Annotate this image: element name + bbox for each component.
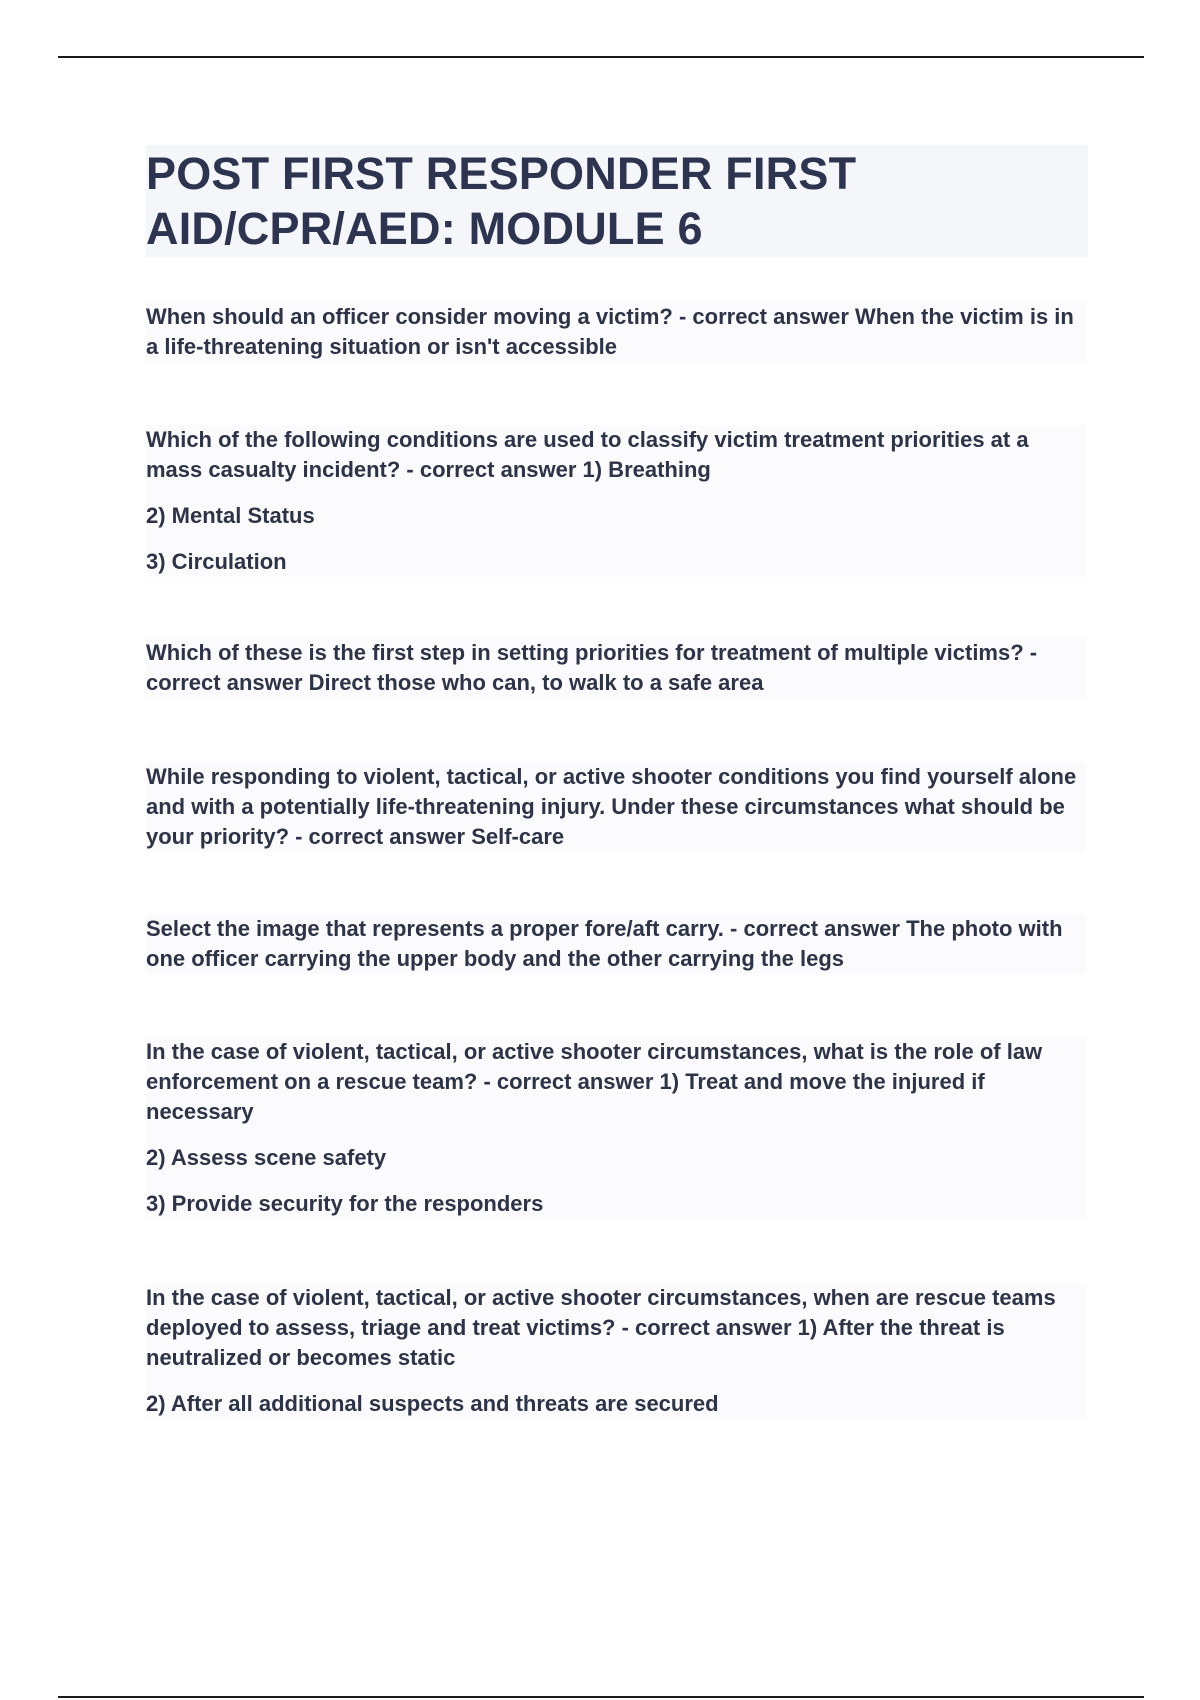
qa-answer-item: 3) Circulation <box>146 549 287 574</box>
bottom-rule <box>58 1696 1144 1698</box>
qa-item-4 <box>146 762 1086 852</box>
top-rule <box>58 56 1144 58</box>
qa-answer-item: 3) Provide security for the responders <box>146 1191 544 1216</box>
qa-answer-item: 2) Mental Status <box>146 503 315 528</box>
qa-text: In the case of violent, tactical, or active shooter circumstances, what is the role of law enforcement on a rescue team? - correct answer 1) Treat and move the injured if necessary <box>146 1039 1043 1124</box>
qa-text: Which of the following conditions are used to classify victim treatment priorities at a mass casualty incident? - correct answer 1) Breathing <box>146 427 1029 482</box>
qa-item-3 <box>146 638 1086 698</box>
qa-item-2 <box>146 425 1086 577</box>
qa-text: In the case of violent, tactical, or active shooter circumstances, when are rescue teams deployed to assess, triage and treat victims? - correct answer 1) After the threat is neutralized or becomes static <box>146 1285 1056 1370</box>
qa-item-7 <box>146 1283 1086 1419</box>
qa-item-5 <box>146 914 1086 974</box>
qa-item-6 <box>146 1037 1086 1219</box>
qa-answer-item: 2) After all additional suspects and threats are secured <box>146 1391 719 1416</box>
qa-item-1 <box>146 302 1086 362</box>
qa-text: When should an officer consider moving a victim? - correct answer When the victim is in a life-threatening situation or isn't accessible <box>146 304 1074 359</box>
document-title: POST FIRST RESPONDER FIRST AID/CPR/AED: MODULE 6 <box>146 148 857 254</box>
qa-text: Which of these is the first step in setting priorities for treatment of multiple victims? - correct answer Direct those who can, to walk to a safe area <box>146 640 1038 695</box>
qa-answer-item: 2) Assess scene safety <box>146 1145 387 1170</box>
qa-text: Select the image that represents a proper fore/aft carry. - correct answer The photo with one officer carrying the upper body and the other carrying the legs <box>146 916 1063 971</box>
qa-text: While responding to violent, tactical, or active shooter conditions you find yourself alone and with a potentially life-threatening injury. Under these circumstances what should be your priority? - correct answer Self-care <box>146 764 1077 849</box>
